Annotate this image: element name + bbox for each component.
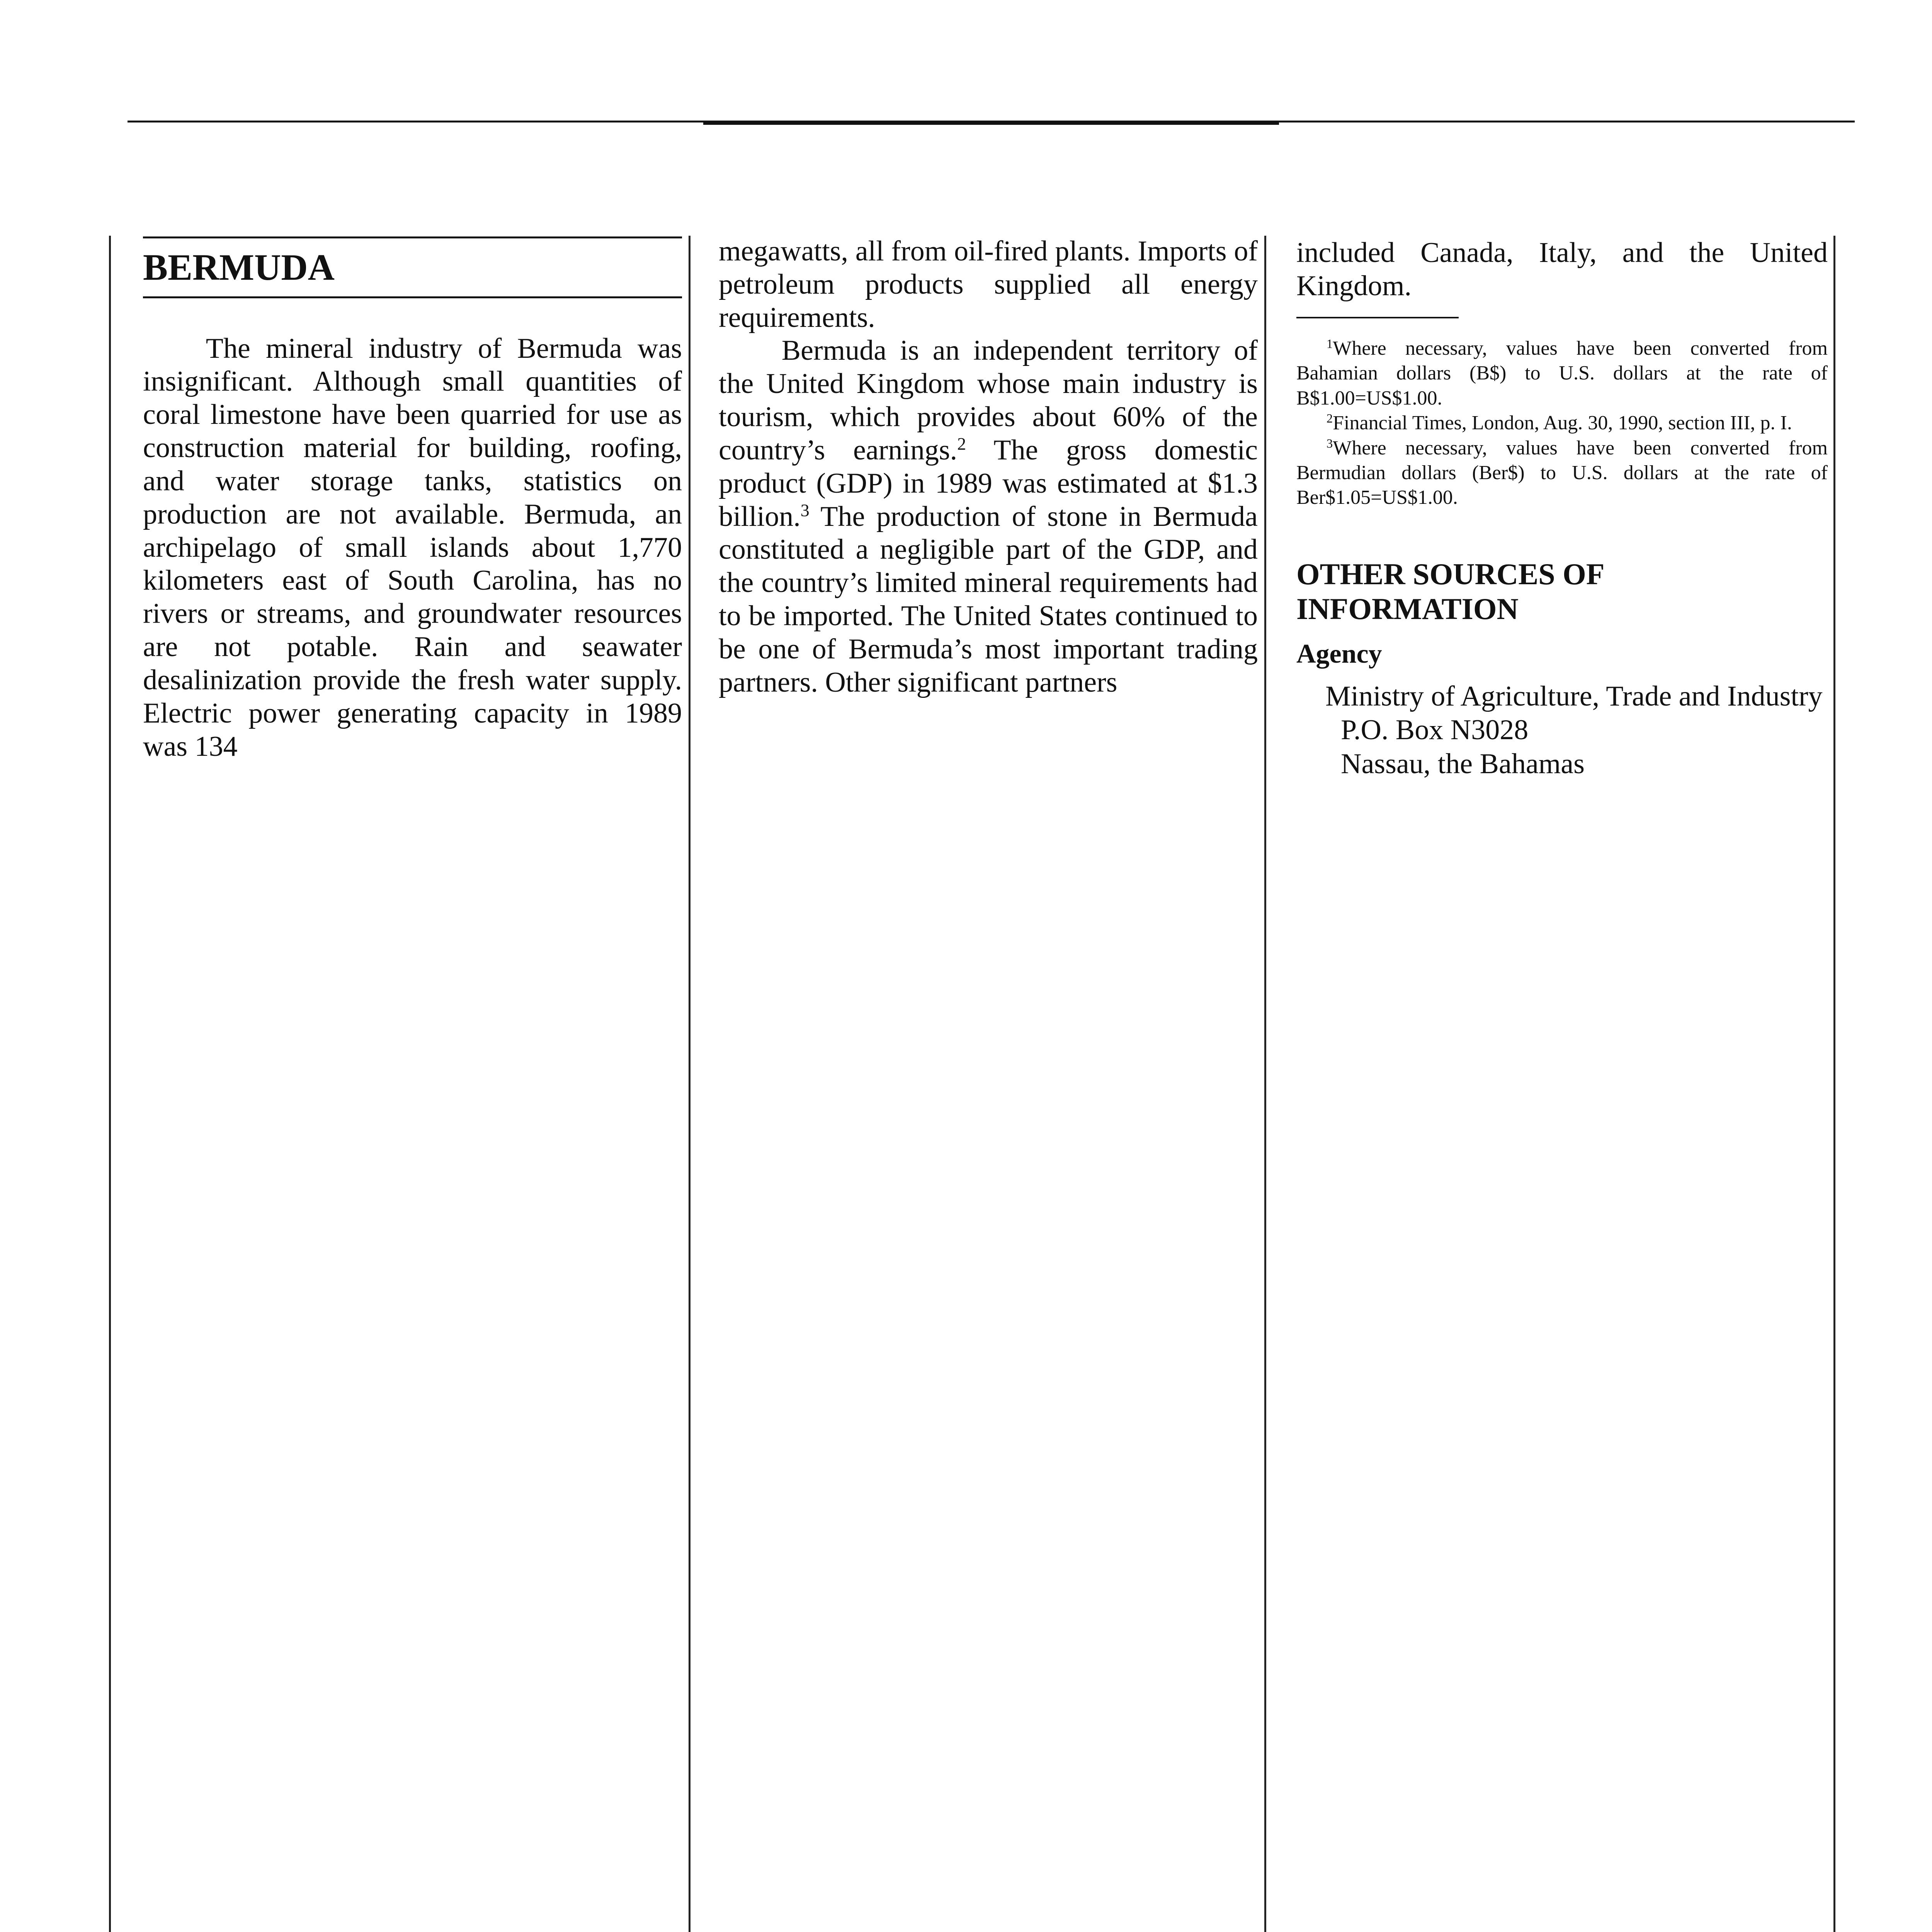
title-rule-bottom	[143, 296, 682, 298]
agency-address	[1296, 680, 1828, 781]
agency-name: Ministry of Agriculture, Trade and Industry	[1325, 680, 1823, 713]
column-divider-1	[689, 236, 690, 1932]
footnote-ref-2: 2	[957, 434, 966, 454]
body-paragraph-2: megawatts, all from oil-fired plants. Imports of petroleum products supplied all energy requirements.	[719, 235, 1258, 333]
footnote-text: Where necessary, values have been converted from Bahamian dollars (B$) to U.S. dollars at the rate of B$1.00=US$1.00.	[1296, 337, 1828, 409]
title-rule-top	[143, 236, 682, 238]
agency-address-line-1: P.O. Box N3028	[1341, 714, 1529, 746]
footnote-text: Where necessary, values have been converted from Bermudian dollars (Ber$) to U.S. dollars at the rate of Ber$1.05=US$1.00.	[1296, 437, 1828, 509]
body-paragraph-3	[719, 334, 1258, 699]
column-divider-left	[109, 236, 111, 1932]
footnote-ref-3: 3	[800, 500, 810, 520]
agency-address-line-2: Nassau, the Bahamas	[1341, 748, 1585, 780]
column-divider-2	[1264, 236, 1266, 1932]
footnote-3	[1296, 436, 1828, 510]
column-1	[143, 236, 682, 763]
paragraph-3-text-b: The gross domestic product (GDP) in 1989 was estimated at $1.3 billion.	[719, 434, 1258, 532]
article-title: BERMUDA	[143, 247, 335, 288]
body-paragraph-4: included Canada, Italy, and the United Kingdom.	[1296, 237, 1828, 302]
column-2	[719, 235, 1258, 699]
footnote-mark: 2	[1327, 411, 1333, 425]
footnote-1	[1296, 336, 1828, 411]
top-rule-thick	[703, 121, 1279, 125]
footnote-2	[1296, 411, 1828, 435]
body-paragraph-1: The mineral industry of Bermuda was insignificant. Although small quantities of coral limestone have been quarried for use as construction material for building, roofing, and water storage tanks, statistics on production are not available. Bermuda, an archipelago of small islands about 1,770 kilometers east of South Carolina, has no rivers or streams, and groundwater resources are not potable. Rain and seawater desalinization provide the fresh water supply. Electric power generating capacity in 1989 was 134	[143, 332, 682, 762]
paragraph-3-text-c: The production of stone in Bermuda constituted a negligible part of the GDP, and the country’s limited mineral requirements had to be imported. The United States continued to be one of Bermuda’s most important trading partners. Other significant partners	[719, 500, 1258, 698]
column-3	[1296, 236, 1828, 781]
paragraph-3-text-a: Bermuda is an independent territory of the United Kingdom whose main industry is tourism, which provides about 60% of the country’s earnings.	[719, 335, 1258, 466]
footnote-mark: 3	[1327, 436, 1333, 450]
column-divider-right	[1833, 236, 1835, 1932]
footnote-text: Financial Times, London, Aug. 30, 1990, section III, p. I.	[1333, 412, 1792, 434]
footnotes	[1296, 336, 1828, 510]
footnote-rule	[1296, 317, 1459, 318]
other-sources-heading: OTHER SOURCES OF INFORMATION	[1296, 557, 1604, 626]
footnote-mark: 1	[1327, 336, 1333, 350]
agency-heading: Agency	[1296, 639, 1382, 669]
